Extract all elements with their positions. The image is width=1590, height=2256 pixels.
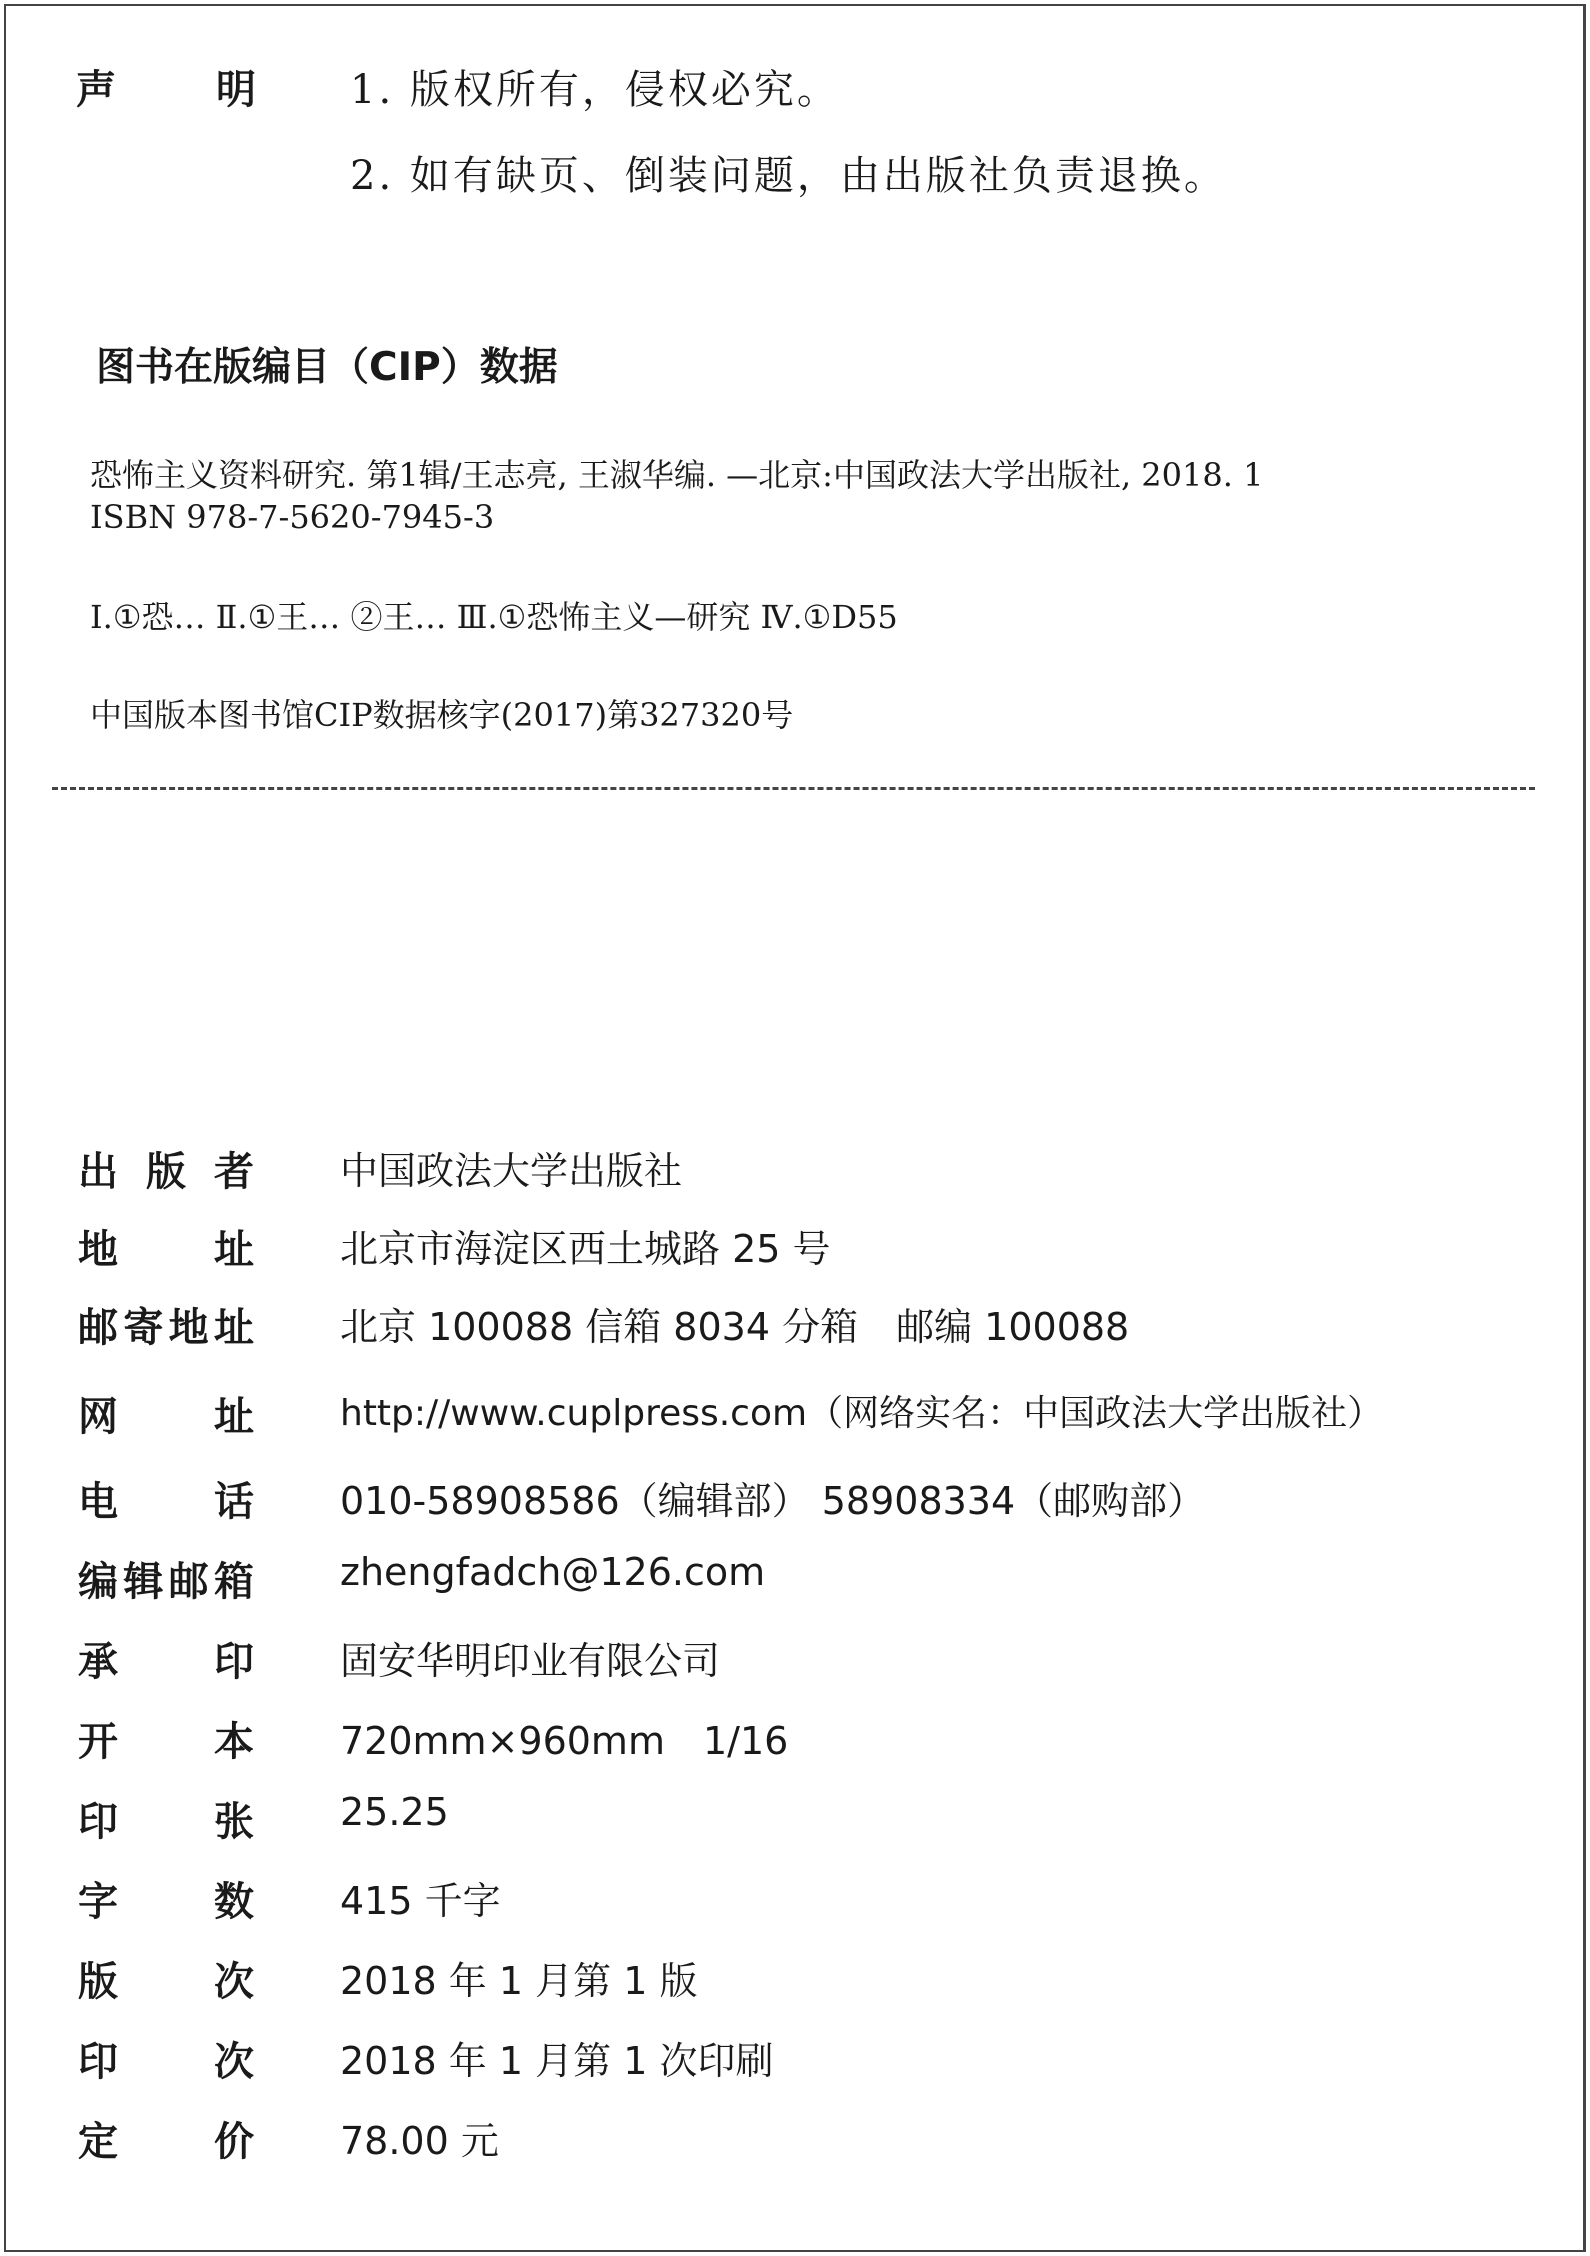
imprint-label: [78, 1296, 254, 1353]
imprint-label-char: 出: [78, 1149, 118, 1195]
imprint-label-char: 地: [168, 1305, 209, 1351]
imprint-row-mailing-address: [78, 1296, 1558, 1356]
statement-label-char-1: 声: [76, 67, 116, 113]
imprint-label-char: 编: [78, 1559, 118, 1605]
imprint-label-char: 印: [78, 1799, 118, 1845]
imprint-label-char: 开: [78, 1719, 118, 1765]
imprint-row-price: [78, 2110, 1558, 2170]
imprint-value: 2018 年 1 月第 1 次印刷: [340, 2039, 774, 2083]
imprint-row-address: [78, 1218, 1558, 1278]
cip-classification-line: Ⅰ.①恐… Ⅱ.①王… ②王… Ⅲ.①恐怖主义—研究 Ⅳ.①D55: [90, 598, 898, 636]
imprint-label-char: 版: [146, 1149, 186, 1195]
cip-verification-line: 中国版本图书馆CIP数据核字(2017)第327320号: [90, 696, 794, 734]
statement-label: [76, 58, 256, 115]
imprint-label: [78, 1140, 254, 1197]
imprint-label-char: 邮: [78, 1305, 118, 1351]
imprint-row-printing: [78, 2030, 1558, 2090]
imprint-label-char: 网: [78, 1394, 118, 1440]
imprint-label-char: 箱: [213, 1559, 254, 1605]
cip-heading: 图书在版编目（CIP）数据: [96, 345, 558, 390]
imprint-value: http://www.cuplpress.com（网络实名：中国政法大学出版社）: [340, 1393, 1384, 1434]
imprint-label: [78, 1218, 254, 1275]
imprint-label: [78, 1385, 254, 1442]
imprint-label-char: 次: [214, 1959, 254, 2005]
imprint-label: [78, 1470, 254, 1527]
imprint-label-char: 邮: [168, 1559, 209, 1605]
imprint-label: [78, 1630, 254, 1687]
imprint-row-website: [78, 1385, 1558, 1445]
imprint-value: 010-58908586（编辑部） 58908334（邮购部）: [340, 1479, 1206, 1523]
imprint-label: [78, 1550, 254, 1607]
imprint-label-char: 版: [78, 1959, 118, 2005]
imprint-row-word-count: [78, 1870, 1558, 1930]
imprint-label-char: 址: [214, 1227, 254, 1273]
imprint-label-char: 者: [214, 1149, 254, 1195]
imprint-value: 中国政法大学出版社: [340, 1149, 683, 1193]
imprint-label-char: 印: [78, 2039, 118, 2085]
dashed-divider: [52, 787, 1535, 790]
imprint-label-char: 辑: [123, 1559, 164, 1605]
imprint-row-phone: [78, 1470, 1558, 1530]
imprint-label-char: 次: [214, 2039, 254, 2085]
imprint-label: [78, 1950, 254, 2007]
imprint-label-char: 承: [78, 1639, 118, 1685]
imprint-label-char: 张: [214, 1799, 254, 1845]
imprint-label-char: 字: [78, 1879, 118, 1925]
imprint-label: [78, 2110, 254, 2167]
imprint-value: 北京市海淀区西土城路 25 号: [340, 1227, 831, 1271]
imprint-label: [78, 1870, 254, 1927]
imprint-value: 固安华明印业有限公司: [340, 1639, 721, 1683]
imprint-row-sheets: [78, 1790, 1558, 1850]
imprint-value: 25.25: [340, 1790, 449, 1834]
imprint-value: 北京 100088 信箱 8034 分箱 邮编 100088: [340, 1305, 1130, 1349]
imprint-label-char: 地: [78, 1227, 118, 1273]
imprint-label-char: 价: [214, 2119, 254, 2165]
imprint-label-char: 定: [78, 2119, 118, 2165]
imprint-row-format: [78, 1710, 1558, 1770]
statement-item-1: 1. 版权所有，侵权必究。: [350, 67, 840, 113]
imprint-label: [78, 2030, 254, 2087]
imprint-label-char: 电: [78, 1479, 118, 1525]
imprint-value: 2018 年 1 月第 1 版: [340, 1959, 698, 2003]
imprint-label-char: 本: [214, 1719, 254, 1765]
imprint-value: 720mm×960mm 1/16: [340, 1719, 789, 1763]
imprint-row-editor-email: [78, 1550, 1558, 1610]
cip-isbn-line: ISBN 978-7-5620-7945-3: [90, 498, 495, 536]
cip-title-line: 恐怖主义资料研究. 第1辑/王志亮, 王淑华编. —北京:中国政法大学出版社, 2018. 1: [90, 456, 1264, 494]
imprint-label-char: 印: [214, 1639, 254, 1685]
imprint-row-printer: [78, 1630, 1558, 1690]
imprint-label-char: 寄: [123, 1305, 164, 1351]
imprint-label: [78, 1790, 254, 1847]
imprint-label: [78, 1710, 254, 1767]
imprint-label-char: 址: [214, 1394, 254, 1440]
imprint-row-edition: [78, 1950, 1558, 2010]
statement-item-2: 2. 如有缺页、倒装问题，由出版社负责退换。: [350, 153, 1227, 199]
imprint-label-char: 数: [214, 1879, 254, 1925]
imprint-value: zhengfadch@126.com: [340, 1550, 766, 1594]
imprint-row-publisher: [78, 1140, 1558, 1200]
imprint-label-char: 址: [213, 1305, 254, 1351]
imprint-label-char: 话: [214, 1479, 254, 1525]
imprint-value: 78.00 元: [340, 2119, 499, 2163]
statement-label-char-2: 明: [216, 67, 256, 113]
imprint-value: 415 千字: [340, 1879, 501, 1923]
